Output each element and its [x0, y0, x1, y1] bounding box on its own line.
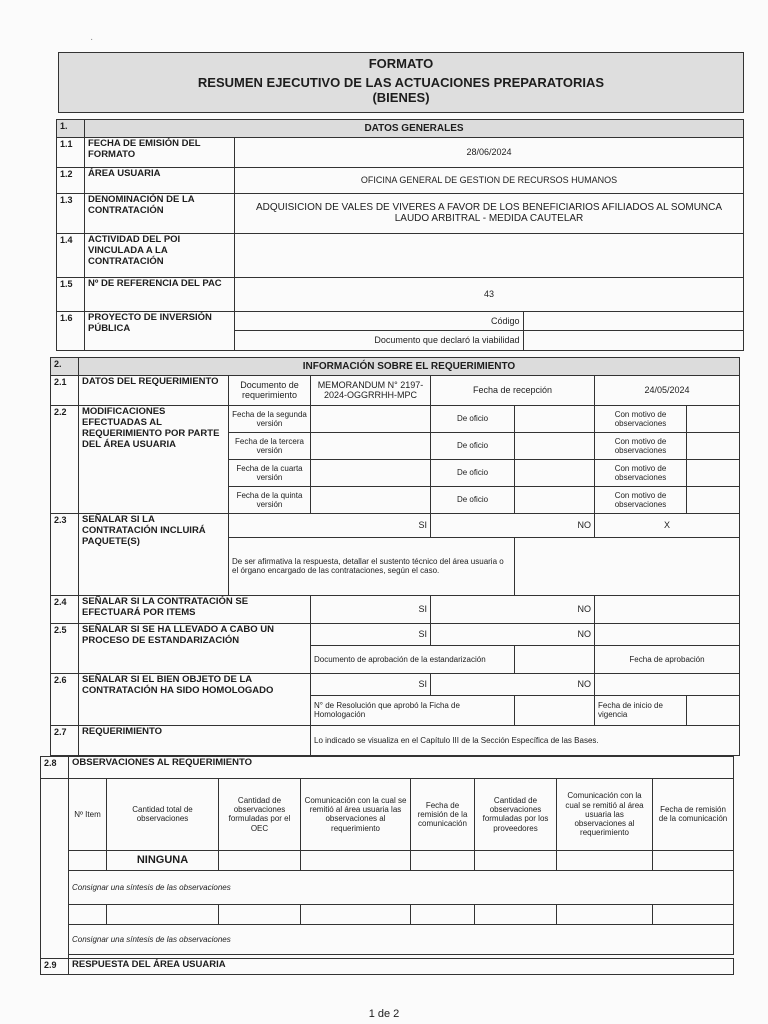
r11-value: 28/06/2024: [235, 137, 744, 167]
table-cell: [653, 904, 734, 924]
table-cell: [107, 904, 219, 924]
r22-num: 2.2: [51, 405, 79, 513]
r25-fecha: Fecha de aprobación: [595, 645, 740, 673]
r28-col-8: Fecha de remisión de la comunicación: [653, 778, 734, 850]
r25-doc-value: [515, 645, 595, 673]
r25-si: SI: [311, 623, 431, 645]
r22-motivo-2: Con motivo de observaciones: [595, 432, 687, 459]
r22-fecha-4: Fecha de la quinta versión: [229, 486, 311, 513]
r16-label: PROYECTO DE INVERSIÓN PÚBLICA: [85, 311, 235, 350]
r22-fecha-1: Fecha de la segunda versión: [229, 405, 311, 432]
r27-value: Lo indicado se visualiza en el Capítulo III de la Sección Específica de las Bases.: [311, 725, 740, 755]
r12-num: 1.2: [57, 167, 85, 193]
r23-note-value: [515, 537, 740, 595]
r22-fecha-value-3: [311, 459, 431, 486]
r16-doc-value: [523, 331, 743, 350]
header-table: [58, 52, 744, 113]
r25-doc: Documento de aprobación de la estandarización: [311, 645, 515, 673]
r21-num: 2.1: [51, 375, 79, 405]
r21-doc-label: Documento de requerimiento: [229, 375, 311, 405]
r11-label: FECHA DE EMISIÓN DEL FORMATO: [85, 137, 235, 167]
r28-col-5: Fecha de remisión de la comunicación: [411, 778, 475, 850]
r12-value: OFICINA GENERAL DE GESTION DE RECURSOS HUMANOS: [235, 167, 744, 193]
r25-no: NO: [431, 623, 595, 645]
r29-num: 2.9: [41, 958, 69, 974]
r28-col-1: Nº Item: [69, 778, 107, 850]
r11-num: 1.1: [57, 137, 85, 167]
r22-motivo-3: Con motivo de observaciones: [595, 459, 687, 486]
r27-num: 2.7: [51, 725, 79, 755]
table-cell: [557, 904, 653, 924]
section-1-table: [56, 119, 744, 351]
r22-motivo-value-2: [687, 432, 740, 459]
s2-num: 2.: [51, 357, 79, 375]
table-cell: [219, 850, 301, 870]
r22-fecha-value-1: [311, 405, 431, 432]
table-cell: [301, 904, 411, 924]
r26-doc: N° de Resolución que aprobó la Ficha de Homologación: [311, 695, 515, 725]
r16-codigo-value: [523, 312, 743, 331]
r26-value: [595, 673, 740, 695]
r15-num: 1.5: [57, 277, 85, 311]
header-line1: FORMATO: [368, 56, 434, 71]
r22-fecha-2: Fecha de la tercera versión: [229, 432, 311, 459]
r26-fecha: Fecha de inicio de vigencia: [595, 695, 687, 725]
r23-si: SI: [229, 513, 431, 537]
s2-title: INFORMACIÓN SOBRE EL REQUERIMIENTO: [79, 357, 740, 375]
r24-num: 2.4: [51, 595, 79, 623]
r25-value: [595, 623, 740, 645]
r26-label: SEÑALAR SI EL BIEN OBJETO DE LA CONTRATACIÓN HA SIDO HOMOLOGADO: [79, 673, 311, 725]
r22-motivo-value-3: [687, 459, 740, 486]
r22-label: MODIFICACIONES EFECTUADAS AL REQUERIMIENTO POR PARTE DEL ÁREA USUARIA: [79, 405, 229, 513]
s1-title: DATOS GENERALES: [85, 119, 744, 137]
r26-fecha-value: [687, 695, 740, 725]
r26-no: NO: [431, 673, 595, 695]
r21-label: DATOS DEL REQUERIMIENTO: [79, 375, 229, 405]
r28-col-2: Cantidad total de observaciones: [107, 778, 219, 850]
r22-fecha-value-4: [311, 486, 431, 513]
r28-gutter: [41, 778, 69, 958]
r25-num: 2.5: [51, 623, 79, 673]
table-cell: [411, 850, 475, 870]
document-form: [40, 52, 740, 975]
r13-value: ADQUISICION DE VALES DE VIVERES A FAVOR DE LOS BENEFICIARIOS AFILIADOS AL SOMUNCA LAUDO ARBITRAL - MEDIDA CAUTELAR: [235, 193, 744, 233]
r15-value: 43: [235, 277, 744, 311]
table-cell: [219, 904, 301, 924]
r26-si: SI: [311, 673, 431, 695]
r24-si: SI: [311, 595, 431, 623]
r28-ninguna: NINGUNA: [107, 850, 219, 870]
r28-sintesis-1: Consignar una síntesis de las observaciones: [69, 870, 734, 904]
r13-label: DENOMINACIÓN DE LA CONTRATACIÓN: [85, 193, 235, 233]
table-row: [69, 850, 107, 870]
r22-oficio-value-3: [515, 459, 595, 486]
header-box: [59, 53, 744, 113]
r24-label: SEÑALAR SI LA CONTRATACIÓN SE EFECTUARÁ POR ITEMS: [79, 595, 311, 623]
r16-num: 1.6: [57, 311, 85, 350]
section-2-table: [50, 357, 740, 756]
r23-no: NO: [431, 513, 595, 537]
r23-note: De ser afirmativa la respuesta, detallar el sustento técnico del área usuaria o el órgano encargado de las contrataciones, según el caso.: [229, 537, 515, 595]
r21-fecha-value: 24/05/2024: [595, 375, 740, 405]
r23-mark: X: [595, 513, 740, 537]
table-row: [69, 904, 107, 924]
header-line3: (BIENES): [372, 89, 430, 105]
page-number: 1 de 2: [368, 1008, 400, 1020]
r28-col-7: Comunicación con la cual se remitió al área usuaria las observaciones al requerimiento: [557, 778, 653, 850]
r22-oficio-value-4: [515, 486, 595, 513]
r28-sintesis-2: Consignar una síntesis de las observaciones: [69, 924, 734, 954]
r24-value: [595, 595, 740, 623]
r22-motivo-4: Con motivo de observaciones: [595, 486, 687, 513]
r28-col-6: Cantidad de observaciones formuladas por los proveedores: [475, 778, 557, 850]
r28-num: 2.8: [41, 756, 69, 778]
r22-fecha-value-2: [311, 432, 431, 459]
r24-no: NO: [431, 595, 595, 623]
r22-motivo-1: Con motivo de observaciones: [595, 405, 687, 432]
r14-label: ACTIVIDAD DEL POI VINCULADA A LA CONTRATACIÓN: [85, 233, 235, 277]
r22-oficio-4: De oficio: [431, 486, 515, 513]
r14-num: 1.4: [57, 233, 85, 277]
table-cell: [475, 904, 557, 924]
header-line2: RESUMEN EJECUTIVO DE LAS ACTUACIONES PREPARATORIAS: [197, 74, 605, 90]
r13-num: 1.3: [57, 193, 85, 233]
r23-label: SEÑALAR SI LA CONTRATACIÓN INCLUIRÁ PAQUETE(S): [79, 513, 229, 595]
r12-label: ÁREA USUARIA: [85, 167, 235, 193]
table-cell: [301, 850, 411, 870]
r22-motivo-value-4: [687, 486, 740, 513]
r28-col-4: Comunicación con la cual se remitió al área usuaria las observaciones al requerimiento: [301, 778, 411, 850]
scan-mark: ·: [90, 34, 94, 45]
r29-label: RESPUESTA DEL ÁREA USUARIA: [69, 958, 734, 974]
r22-fecha-3: Fecha de la cuarta versión: [229, 459, 311, 486]
table-cell: [557, 850, 653, 870]
r22-oficio-value-2: [515, 432, 595, 459]
r14-value: [235, 233, 744, 277]
r22-oficio-value-1: [515, 405, 595, 432]
observaciones-table: [40, 756, 734, 975]
r27-label: REQUERIMIENTO: [79, 725, 311, 755]
r26-doc-value: [515, 695, 595, 725]
s1-num: 1.: [57, 119, 85, 137]
r28-col-3: Cantidad de observaciones formuladas por el OEC: [219, 778, 301, 850]
r16-codigo: Código: [235, 312, 523, 331]
r22-oficio-1: De oficio: [431, 405, 515, 432]
r26-num: 2.6: [51, 673, 79, 725]
r15-label: Nº DE REFERENCIA DEL PAC: [85, 277, 235, 311]
table-cell: [653, 850, 734, 870]
table-cell: [475, 850, 557, 870]
r22-motivo-value-1: [687, 405, 740, 432]
r23-num: 2.3: [51, 513, 79, 595]
r16-value: [235, 311, 744, 350]
table-cell: [411, 904, 475, 924]
r21-fecha-label: Fecha de recepción: [431, 375, 595, 405]
r16-doc: Documento que declaró la viabilidad: [235, 331, 523, 350]
r22-oficio-2: De oficio: [431, 432, 515, 459]
r28-label: OBSERVACIONES AL REQUERIMIENTO: [69, 756, 734, 778]
r21-doc-value: MEMORANDUM N° 2197-2024-OGGRRHH-MPC: [311, 375, 431, 405]
r22-oficio-3: De oficio: [431, 459, 515, 486]
r25-label: SEÑALAR SI SE HA LLEVADO A CABO UN PROCESO DE ESTANDARIZACIÓN: [79, 623, 311, 673]
